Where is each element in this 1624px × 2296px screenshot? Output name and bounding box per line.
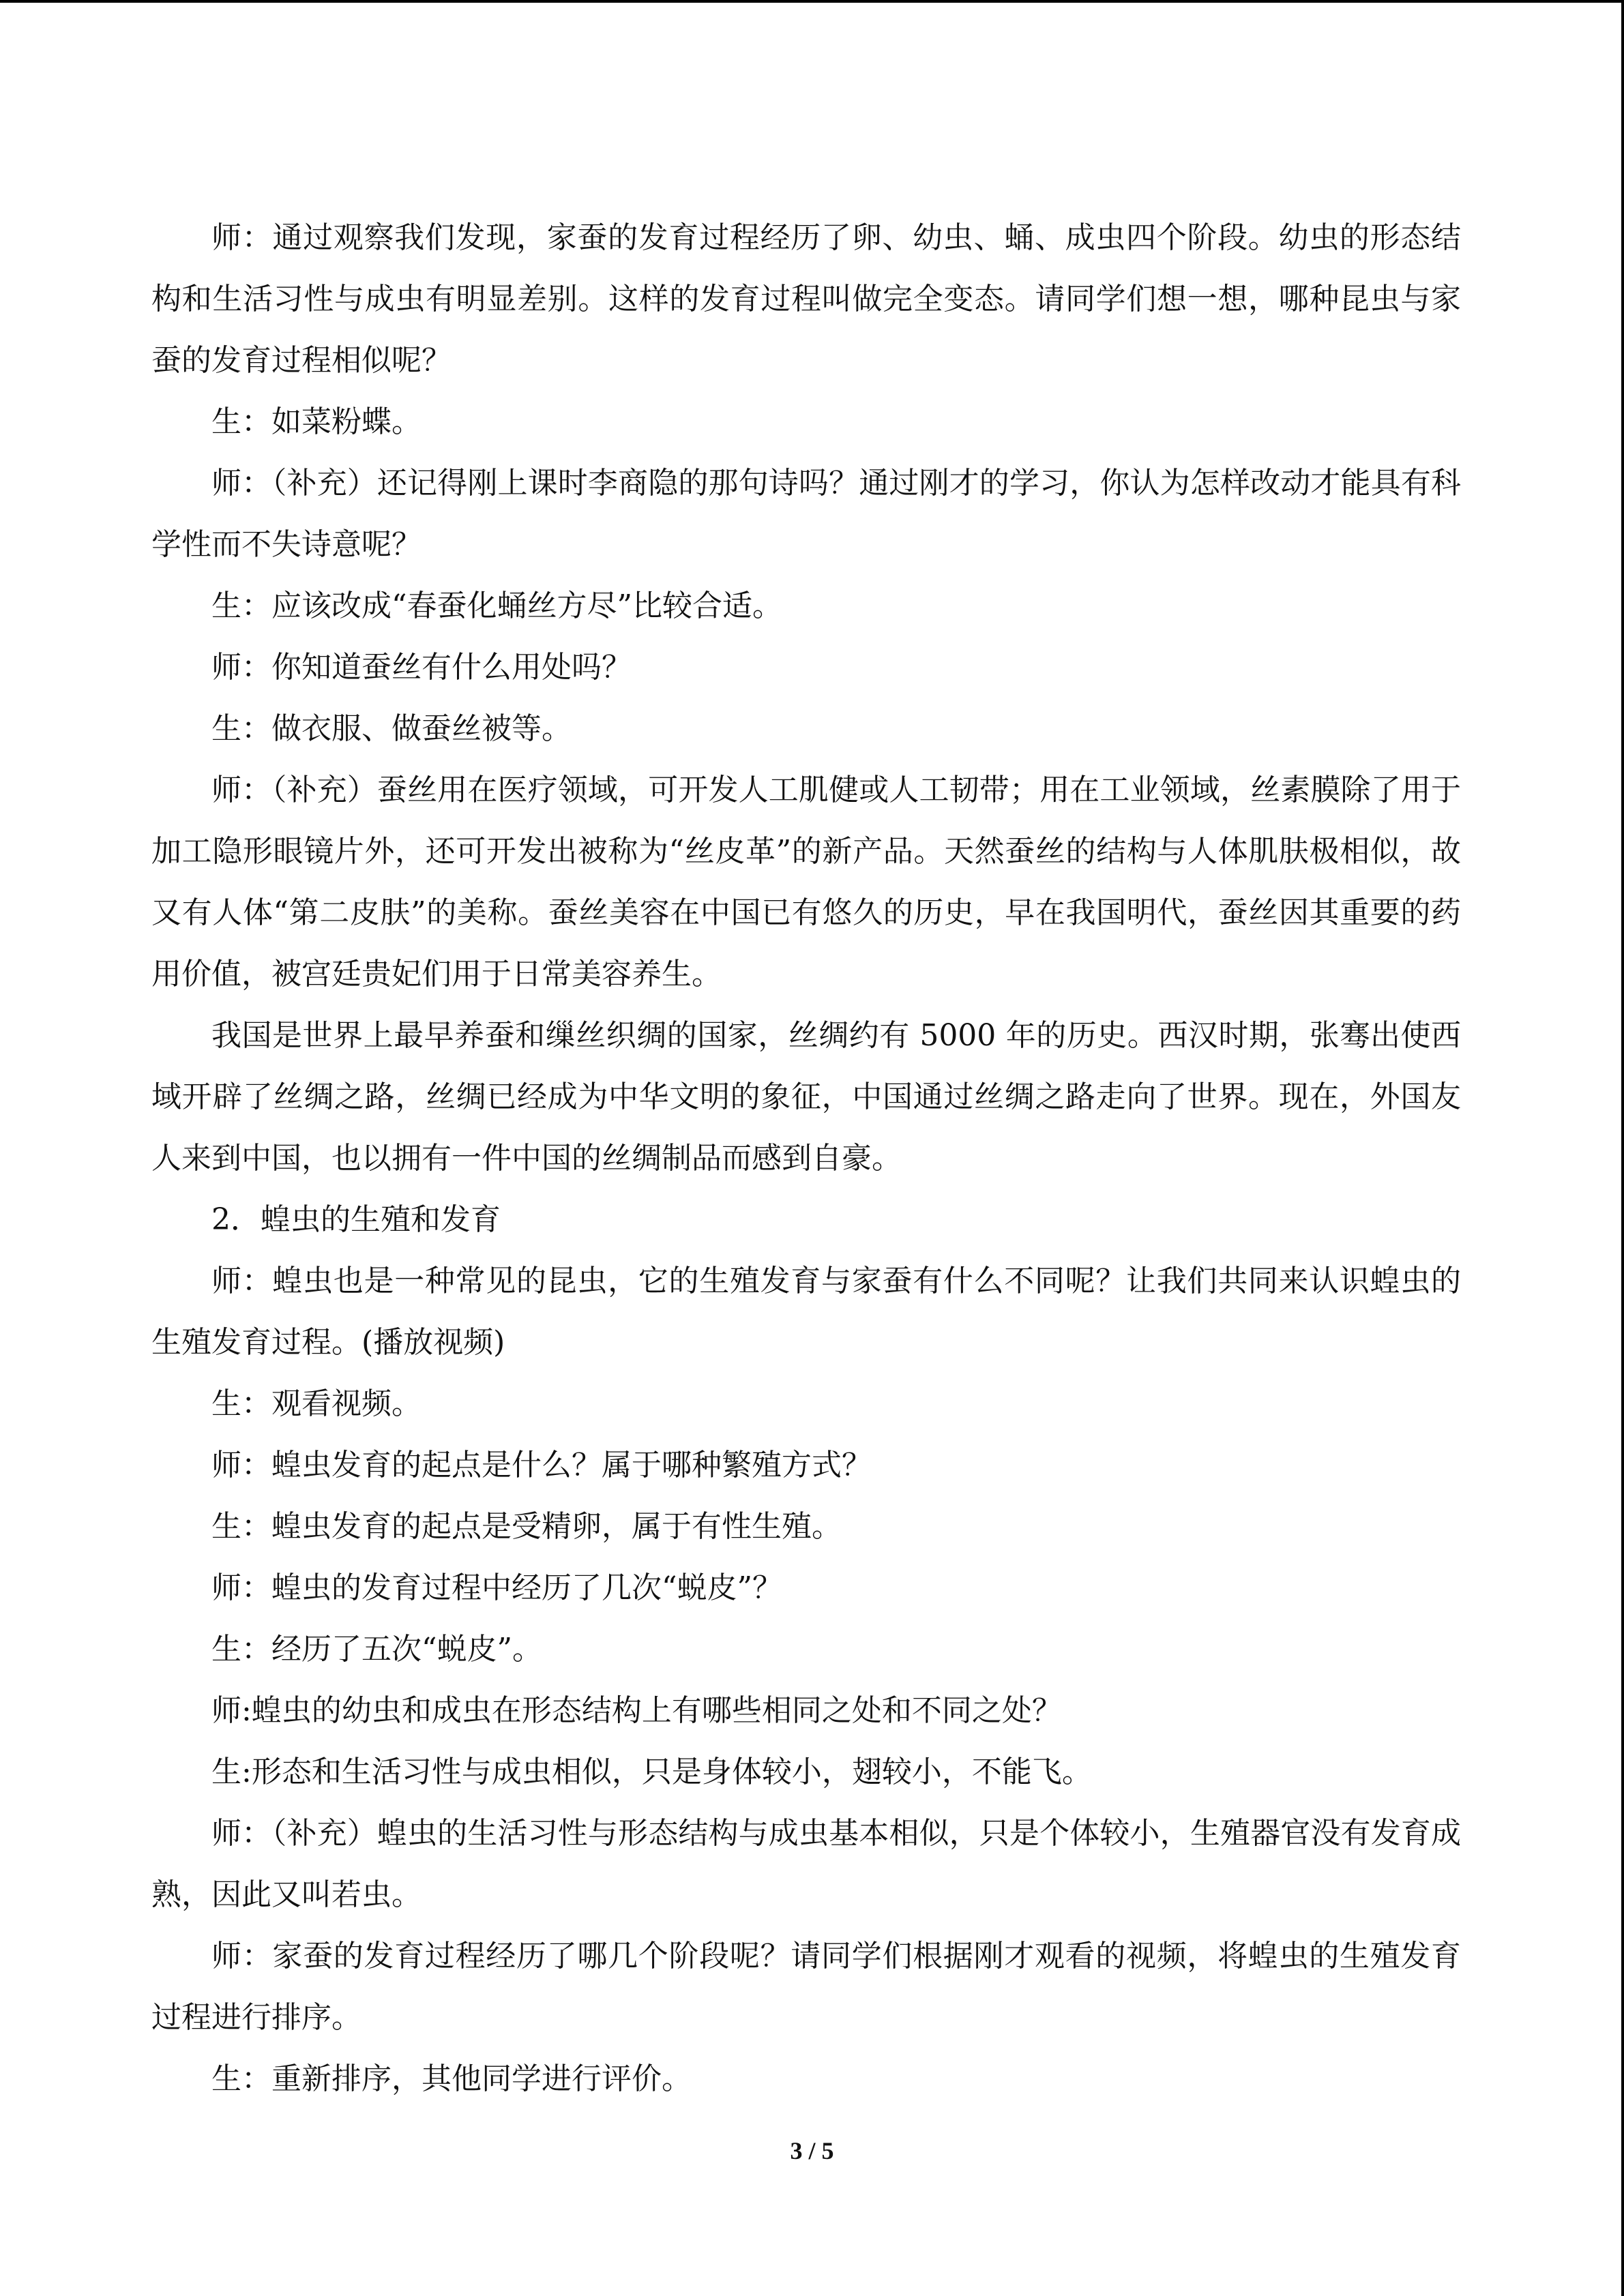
paragraph-20: 生：重新排序，其他同学进行评价。 xyxy=(211,2061,692,2096)
paragraph-3: 师：（补充）还记得刚上课时李商隐的那句诗吗？通过刚才的学习，你认为怎样改动才能具有科学性而不失诗意呢？ xyxy=(151,466,1461,562)
paragraph-11: 生：观看视频。 xyxy=(211,1386,422,1421)
paragraph-18: 师：（补充）蝗虫的生活习性与形态结构与成虫基本相似，只是个体较小，生殖器官没有发育成熟，因此又叫若虫。 xyxy=(151,1816,1461,1912)
paragraph-5: 师：你知道蚕丝有什么用处吗？ xyxy=(211,650,632,685)
paragraph-19: 师：家蚕的发育过程经历了哪几个阶段呢？请同学们根据刚才观看的视频，将蝗虫的生殖发育过程进行排序。 xyxy=(151,1939,1461,2035)
paragraph-6: 生：做衣服、做蚕丝被等。 xyxy=(211,711,572,746)
paragraph-16: 师:蝗虫的幼虫和成虫在形态结构上有哪些相同之处和不同之处？ xyxy=(211,1693,1062,1728)
paragraph-10: 师：蝗虫也是一种常见的昆虫，它的生殖发育与家蚕有什么不同呢？让我们共同来认识蝗虫的生殖发育过程。(播放视频) xyxy=(151,1264,1461,1360)
paragraph-15: 生：经历了五次“蜕皮”。 xyxy=(211,1632,542,1667)
paragraph-1: 师：通过观察我们发现，家蚕的发育过程经历了卵、幼虫、蛹、成虫四个阶段。幼虫的形态结构和生活习性与成虫有明显差别。这样的发育过程叫做完全变态。请同学们想一想，哪种昆虫与家蚕的发育过程相似呢？ xyxy=(151,220,1461,378)
section-heading: 2．蝗虫的生殖和发育 xyxy=(211,1202,501,1237)
paragraph-2: 生：如菜粉蝶。 xyxy=(211,404,422,439)
paragraph-13: 生：蝗虫发育的起点是受精卵，属于有性生殖。 xyxy=(211,1509,842,1544)
paragraph-7: 师：（补充）蚕丝用在医疗领域，可开发人工肌健或人工韧带；用在工业领域，丝素膜除了用于加工隐形眼镜片外，还可开发出被称为“丝皮革”的新产品。天然蚕丝的结构与人体肌肤极相似，故又有人体“第二皮肤”的美称。蚕丝美容在中国已有悠久的历史，早在我国明代，蚕丝因其重要的药用价值，被宫廷贵妃们用于日常美容养生。 xyxy=(151,773,1462,992)
paragraph-12: 师：蝗虫发育的起点是什么？属于哪种繁殖方式？ xyxy=(211,1448,872,1482)
page-number: 3 / 5 xyxy=(790,2137,834,2164)
page-body xyxy=(151,207,1461,2110)
paragraph-8: 我国是世界上最早养蚕和缫丝织绸的国家，丝绸约有 5000 年的历史。西汉时期，张骞出使西域开辟了丝绸之路，丝绸已经成为中华文明的象征，中国通过丝绸之路走向了世界。现在，外国友人来到中国，也以拥有一件中国的丝绸制品而感到自豪。 xyxy=(151,1018,1461,1176)
paragraph-14: 师：蝗虫的发育过程中经历了几次“蜕皮”？ xyxy=(211,1570,782,1605)
paragraph-4: 生：应该改成“春蚕化蛹丝方尽”比较合适。 xyxy=(211,588,782,623)
paragraph-17: 生:形态和生活习性与成虫相似，只是身体较小，翅较小，不能飞。 xyxy=(211,1755,1092,1789)
